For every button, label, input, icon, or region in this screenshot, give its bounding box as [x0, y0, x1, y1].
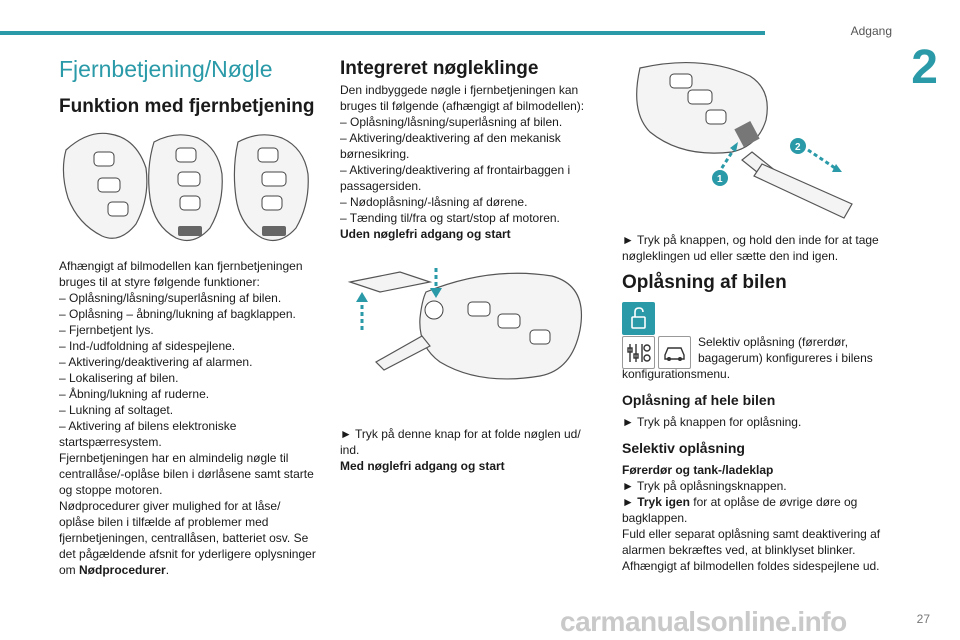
page-number: 27: [916, 612, 930, 626]
list-item: – Ind-/udfoldning af sidespejlene.: [59, 339, 236, 353]
text-line: og stoppe motoren.: [59, 483, 163, 497]
svg-text:1: 1: [717, 174, 723, 185]
remove-key-blade-illustration: [622, 54, 894, 224]
text-line: passagersiden.: [340, 179, 422, 193]
chapter-number: 2: [911, 41, 938, 94]
list-item: – Oplåsning/låsning/superlåsning af bilen.: [340, 115, 563, 129]
svg-text:2: 2: [795, 142, 801, 153]
text-line: Fuld eller separat oplåsning samt deaktivering af: [622, 527, 881, 541]
text-line: alarmen bekræftes ved, at blinklyset blinker.: [622, 543, 856, 557]
fold-key-illustration: [340, 258, 602, 390]
list-item: – Lokalisering af bilen.: [59, 371, 179, 385]
subheading: Med nøglefri adgang og start: [340, 459, 505, 473]
text-line: bagklappen.: [622, 511, 688, 525]
selective-unlock-note-end: [622, 366, 894, 382]
text-line: konfigurationsmenu.: [622, 367, 731, 381]
remote-functions-text: [59, 258, 321, 578]
instruction-line: ► Tryk på knappen, og hold den inde for at tage: [622, 233, 879, 247]
list-item: – Lukning af soltaget.: [59, 403, 174, 417]
instruction-line: ► Tryk på oplåsningsknappen.: [622, 479, 787, 493]
list-item: – Tænding til/fra og start/stop af motoren.: [340, 211, 560, 225]
text-line: oplåse bilen i tilfælde af problemer med: [59, 515, 269, 529]
list-item: – Oplåsning – åbning/lukning af bagklappen.: [59, 307, 296, 321]
text-line: bruges til at styre følgende funktioner:: [59, 275, 260, 289]
section-label: Adgang: [850, 24, 892, 38]
selective-unlock-text: [622, 462, 894, 574]
key-blade-instruction: [622, 232, 894, 264]
list-item: – Fjernbetjent lys.: [59, 323, 154, 337]
text-line: startspærresystem.: [59, 435, 162, 449]
text-line: Den indbyggede nøgle i fjernbetjeningen kan: [340, 83, 579, 97]
page-title: Fjernbetjening/Nøgle: [59, 56, 273, 82]
text-line: bagagerum) konfigureres i bilens: [698, 351, 873, 365]
instruction-line: ► Tryk igen for at oplåse de øvrige døre og: [622, 495, 858, 509]
fold-key-instruction: [340, 426, 602, 474]
instruction-line: ind.: [340, 443, 360, 457]
text-line: centrallåse/-oplåse bilen i dørlåsene samt starte: [59, 467, 314, 481]
text-line: om Nødprocedurer.: [59, 563, 170, 577]
list-item: – Nødoplåsning/-låsning af dørene.: [340, 195, 528, 209]
subheading: Førerdør og tank-/ladeklap: [622, 463, 774, 477]
car-icon: [658, 336, 691, 369]
selective-unlock-note: [698, 334, 894, 366]
text-line: Fjernbetjeningen har en almindelig nøgle til: [59, 451, 289, 465]
list-item: – Aktivering/deaktivering af alarmen.: [59, 355, 253, 369]
text-line: Afhængigt af bilmodellen kan fjernbetjeningen: [59, 259, 303, 273]
instruction-line: ► Tryk på knappen for oplåsning.: [622, 415, 802, 429]
heading-unlocking: Oplåsning af bilen: [622, 272, 787, 293]
text-line: bruges til følgende (afhængigt af bilmodellen):: [340, 99, 585, 113]
list-item: – Oplåsning/låsning/superlåsning af bilen.: [59, 291, 282, 305]
instruction-line: nøgleklingen ud eller sætte den ind igen.: [622, 249, 839, 263]
settings-icon: [622, 336, 655, 369]
heading-remote-function: Funktion med fjernbetjening: [59, 96, 315, 117]
unlock-all-instruction: [622, 414, 894, 430]
emergency-procedures-link: Nødprocedurer: [79, 563, 166, 577]
watermark-url: carmanualsonline.info: [560, 606, 847, 637]
instruction-line: ► Tryk på denne knap for at folde nøglen ud/: [340, 427, 581, 441]
heading-unlock-all: Oplåsning af hele bilen: [622, 392, 776, 408]
subheading: Uden nøglefri adgang og start: [340, 227, 511, 241]
text-line: fjernbetjeningen, centrallåsen, batteriet osv. Se: [59, 531, 309, 545]
text-line: Nødprocedurer giver mulighed for at låse/: [59, 499, 281, 513]
unlock-icon: [622, 302, 655, 335]
list-item: – Aktivering af bilens elektroniske: [59, 419, 237, 433]
integrated-key-text: [340, 82, 602, 242]
text-line: børnesikring.: [340, 147, 410, 161]
list-item: – Aktivering/deaktivering af den mekanisk: [340, 131, 561, 145]
heading-selective-unlock: Selektiv oplåsning: [622, 440, 745, 456]
top-accent-bar: [0, 31, 765, 35]
heading-integrated-key: Integreret nøgleklinge: [340, 58, 539, 79]
remote-keys-illustration: [58, 128, 322, 248]
list-item: – Aktivering/deaktivering af frontairbaggen i: [340, 163, 571, 177]
text-line: det pågældende afsnit for yderligere oplysninger: [59, 547, 316, 561]
text-line: Selektiv oplåsning (førerdør,: [698, 335, 849, 349]
text-line: Afhængigt af bilmodellen foldes sidespejlene ud.: [622, 559, 880, 573]
list-item: – Åbning/lukning af ruderne.: [59, 387, 210, 401]
